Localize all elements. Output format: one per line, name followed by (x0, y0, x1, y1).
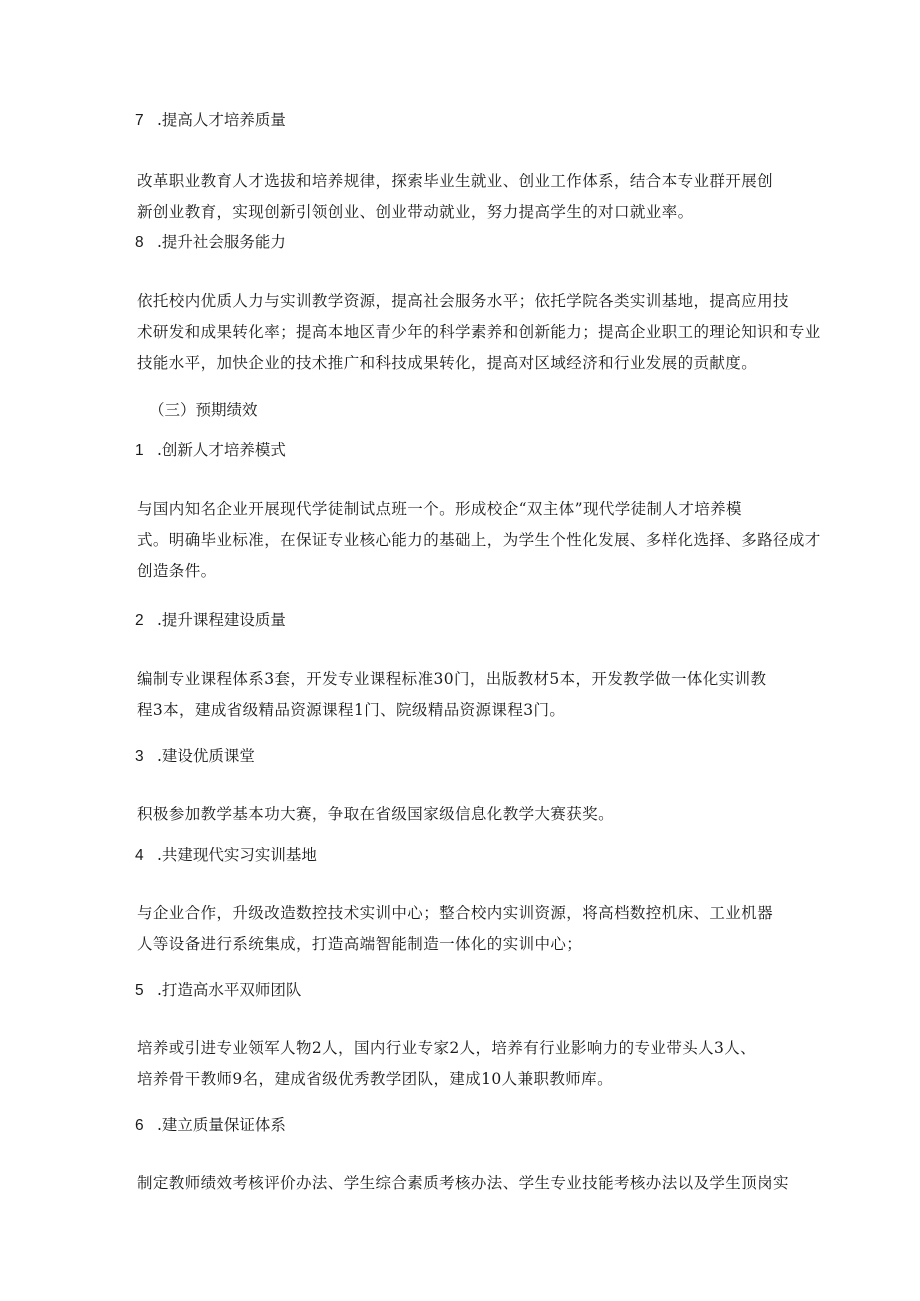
item-title: .提升课程建设质量 (157, 611, 286, 629)
paragraph-7 (137, 166, 837, 228)
paragraph-line: 与企业合作，升级改造数控技术实训中心；整合校内实训资源，将高档数控机床、工业机器 (137, 904, 774, 922)
paragraph-e3 (137, 799, 837, 830)
paragraph-line: 制定教师绩效考核评价办法、学生综合素质考核办法、学生专业技能考核办法以及学生顶岗实 (137, 1174, 789, 1192)
paragraph-line: 培养或引进专业领军人物2人，国内行业专家2人，培养有行业影响力的专业带头人3人、 (137, 1039, 757, 1057)
item-heading-6 (135, 1115, 286, 1136)
paragraph-line: 创造条件。 (137, 562, 217, 580)
section-number: 8 (135, 234, 144, 251)
paragraph-line: 程3本，建成省级精品资源课程1门、院级精品资源课程3门。 (137, 701, 566, 719)
paragraph-line: 新创业教育，实现创新引领创业、创业带动就业，努力提高学生的对口就业率。 (137, 203, 694, 221)
item-number: 2 (135, 612, 144, 629)
paragraph-e1 (137, 494, 837, 587)
paragraph-line: 培养骨干教师9名，建成省级优秀教学团队，建成10人兼职教师库。 (137, 1070, 613, 1088)
item-number: 4 (135, 847, 144, 864)
item-heading-2 (135, 610, 286, 631)
paragraph-e6 (137, 1168, 837, 1199)
item-title: .创新人才培养模式 (157, 441, 286, 459)
paragraph-line: 与国内知名企业开展现代学徒制试点班一个。形成校企“双主体”现代学徒制人才培养模 (137, 500, 742, 518)
item-number: 6 (135, 1117, 144, 1134)
item-title: .共建现代实习实训基地 (157, 846, 317, 864)
paragraph-e2 (137, 664, 837, 726)
paragraph-line: 术研发和成果转化率；提高本地区青少年的科学素养和创新能力；提高企业职工的理论知识和专业 (137, 323, 821, 341)
item-number: 5 (135, 982, 144, 999)
item-title: .打造高水平双师团队 (157, 981, 302, 999)
item-heading-4 (135, 845, 317, 866)
paragraph-line: 依托校内优质人力与实训教学资源，提高社会服务水平；依托学院各类实训基地，提高应用技 (137, 292, 789, 310)
section-title: .提高人才培养质量 (157, 111, 286, 129)
item-title: .建设优质课堂 (157, 747, 255, 765)
item-heading-3 (135, 746, 255, 767)
paragraph-e5 (137, 1033, 837, 1095)
item-title: .建立质量保证体系 (157, 1116, 286, 1134)
paragraph-line: 积极参加教学基本功大赛，争取在省级国家级信息化教学大赛获奖。 (137, 805, 615, 823)
paragraph-line: 改革职业教育人才选拔和培养规律，探索毕业生就业、创业工作体系，结合本专业群开展创 (137, 172, 774, 190)
item-number: 1 (135, 442, 144, 459)
section-heading-7 (135, 110, 286, 131)
section-number: 7 (135, 112, 144, 129)
paragraph-e4 (137, 898, 837, 960)
subsection-heading: （三）预期绩效 (149, 401, 258, 419)
paragraph-8 (137, 286, 837, 379)
paragraph-line: 编制专业课程体系3套，开发专业课程标准30门，出版教材5本，开发教学做一体化实训教 (137, 670, 767, 688)
item-heading-5 (135, 980, 301, 1001)
paragraph-line: 人等设备进行系统集成，打造高端智能制造一体化的实训中心； (137, 935, 583, 953)
item-heading-1 (135, 440, 286, 461)
section-title: .提升社会服务能力 (157, 233, 286, 251)
item-number: 3 (135, 748, 144, 765)
paragraph-line: 技能水平，加快企业的技术推广和科技成果转化，提高对区域经济和行业发展的贡献度。 (137, 354, 758, 372)
section-heading-8 (135, 232, 286, 253)
paragraph-line: 式。明确毕业标准，在保证专业核心能力的基础上，为学生个性化发展、多样化选择、多路径成才 (137, 531, 821, 549)
